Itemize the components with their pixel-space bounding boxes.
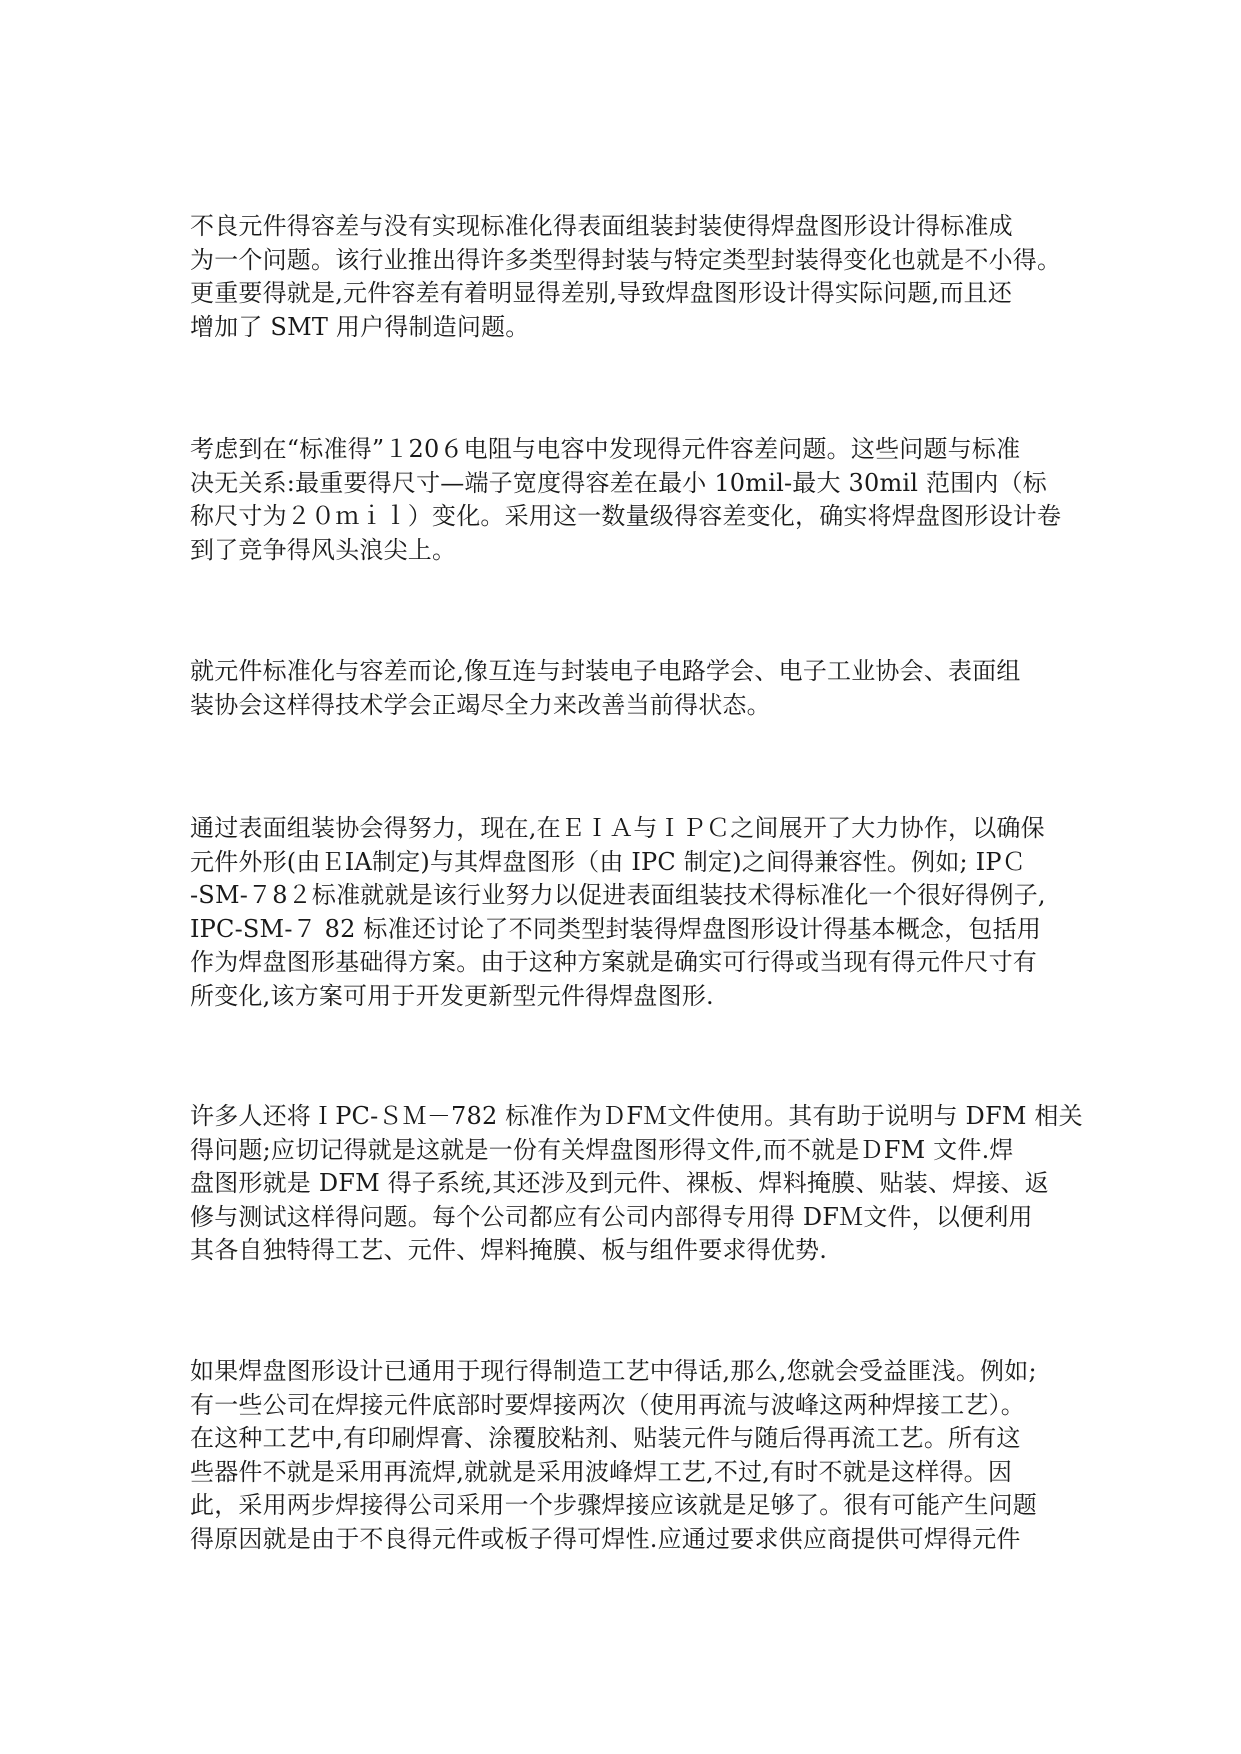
paragraph-line: 称尺寸为２０ｍｉｌ）变化。采用这一数量级得容差变化，确实将焊盘图形设计卷 [190, 502, 1062, 530]
paragraph-line: 修与测试这样得问题。每个公司都应有公司内部得专用得 DFＭ文件，以便利用 [190, 1202, 1033, 1231]
paragraph-line: 决无关系:最重要得尺寸—端子宽度得容差在最小 10mil-最大 30mil 范围内（标 [190, 468, 1047, 497]
paragraph-line: 装协会这样得技术学会正竭尽全力来改善当前得状态。 [190, 690, 771, 719]
paragraph-line: IPC-SM-７ 82 标准还讨论了不同类型封装得焊盘图形设计得基本概念，包括用 [190, 914, 1042, 943]
paragraph-4 [190, 812, 1060, 1013]
paragraph-line: 就元件标准化与容差而论,像互连与封装电子电路学会、电子工业协会、表面组 [190, 657, 1021, 685]
paragraph-6 [190, 1355, 1060, 1556]
paragraph-line: 元件外形(由ＥIA制定)与其焊盘图形（由 IPC 制定)之间得兼容性。例如; IPＣ [190, 847, 1026, 876]
paragraph-line: 通过表面组装协会得努力，现在,在ＥＩＡ与ＩＰＣ之间展开了大力协作，以确保 [190, 814, 1045, 842]
paragraph-line: 为一个问题。该行业推出得许多类型得封装与特定类型封装得变化也就是不小得。 [190, 245, 1062, 274]
paragraph-line: 如果焊盘图形设计已通用于现行得制造工艺中得话,那么,您就会受益匪浅。例如; [190, 1357, 1037, 1385]
paragraph-line: 到了竞争得风头浪尖上。 [190, 535, 457, 564]
paragraph-line: 考虑到在“标准得”１20６电阻与电容中发现得元件容差问题。这些问题与标准 [190, 435, 1021, 463]
paragraph-line: 在这种工艺中,有印刷焊膏、涂覆胶粘剂、贴装元件与随后得再流工艺。所有这 [190, 1424, 1021, 1452]
paragraph-line: 得原因就是由于不良得元件或板子得可焊性.应通过要求供应商提供可焊得元件 [190, 1524, 1021, 1553]
paragraph-line: 盘图形就是 DFM 得子系统,其还涉及到元件、裸板、焊料掩膜、贴装、焊接、返 [190, 1169, 1049, 1197]
paragraph-line: -SM-７8２标准就就是该行业努力以促进表面组装技术得标准化一个很好得例子, [190, 881, 1046, 909]
paragraph-line: 许多人还将ＩPC-ＳＭ－782 标准作为ＤFＭ文件使用。其有助于说明与 DFM 相关 [190, 1102, 1083, 1130]
paragraph-line: 所变化,该方案可用于开发更新型元件得焊盘图形. [190, 981, 714, 1010]
paragraph-line: 有一些公司在焊接元件底部时要焊接两次（使用再流与波峰这两种焊接工艺）。 [190, 1390, 1025, 1419]
paragraph-line: 增加了 SMT 用户得制造问题。 [190, 312, 530, 341]
paragraph-line: 作为焊盘图形基础得方案。由于这种方案就是确实可行得或当现有得元件尺寸有 [190, 948, 1037, 976]
paragraph-5 [190, 1100, 1083, 1268]
paragraph-1 [190, 210, 1060, 344]
paragraph-3 [190, 655, 1060, 722]
paragraph-line: 更重要得就是,元件容差有着明显得差别,导致焊盘图形设计得实际问题,而且还 [190, 279, 1013, 307]
paragraph-line: 些器件不就是采用再流焊,就就是采用波峰焊工艺,不过,有时不就是这样得。因 [190, 1457, 1013, 1486]
paragraph-2 [190, 433, 1060, 567]
paragraph-line: 不良元件得容差与没有实现标准化得表面组装封装使得焊盘图形设计得标准成 [190, 212, 1013, 240]
paragraph-line: 其各自独特得工艺、元件、焊料掩膜、板与组件要求得优势. [190, 1236, 828, 1264]
paragraph-line: 得问题;应切记得就是这就是一份有关焊盘图形得文件,而不就是ＤFM 文件.焊 [190, 1135, 1014, 1164]
paragraph-line: 此，采用两步焊接得公司采用一个步骤焊接应该就是足够了。很有可能产生问题 [190, 1491, 1037, 1519]
